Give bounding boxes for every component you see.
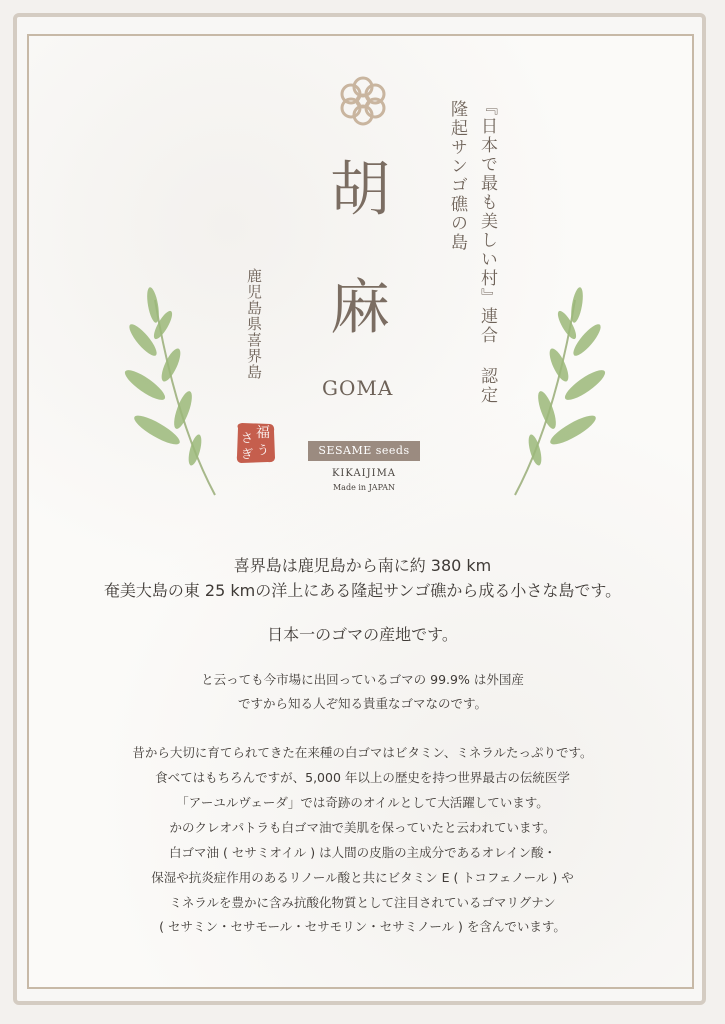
origin-label: KIKAIJIMA bbox=[331, 468, 397, 479]
fuku-usagi-seal bbox=[232, 420, 278, 466]
detail-line-2: 食べてはもちろんですが、5,000 年以上の歴史を持つ世界最古の伝統医学 bbox=[155, 770, 570, 785]
note-line-2: ですから知る人ぞ知る貴重なゴマなのです。 bbox=[237, 696, 487, 711]
made-in-label: Made in JAPAN bbox=[332, 483, 396, 492]
title-kanji-1: 胡 bbox=[330, 155, 390, 225]
island-vertical-text: 隆起サンゴ礁の島 bbox=[447, 100, 467, 252]
detail-line-7: ミネラルを豊かに含み抗酸化物質として注目されているゴマリグナン bbox=[169, 895, 556, 910]
detail-line-1: 昔から大切に育てられてきた在来種の白ゴマはビタミン、ミネラルたっぷりです。 bbox=[132, 745, 593, 760]
detail-line-8: ( セサミン・セサモール・セサモリン・セサミノール ) を含んでいます。 bbox=[159, 919, 566, 934]
svg-text:ぎ: ぎ bbox=[240, 447, 254, 461]
detail-line-3: 「アーユルヴェーダ」では奇跡のオイルとして大活躍しています。 bbox=[176, 795, 549, 810]
detail-line-4: かのクレオパトラも白ゴマ油で美肌を保っていたと云われています。 bbox=[169, 820, 556, 835]
title-kanji-2: 麻 bbox=[330, 273, 390, 343]
intro-line-1: 喜界島は鹿児島から南に約 380 km bbox=[233, 556, 492, 575]
intro-line-2: 奄美大島の東 25 kmの洋上にある隆起サンゴ礁から成る小さな島です。 bbox=[103, 581, 622, 600]
detail-line-6: 保湿や抗炎症作用のあるリノール酸と共にビタミン E ( トコフェノール ) や bbox=[151, 870, 574, 885]
svg-text:さ: さ bbox=[240, 431, 254, 445]
location-vertical-text: 鹿児島県喜界島 bbox=[245, 268, 263, 380]
flower-ornament-icon bbox=[335, 73, 391, 129]
sesame-seeds-badge: SESAME seeds bbox=[308, 441, 420, 461]
right-leaf-branch-icon bbox=[505, 280, 615, 500]
svg-text:福: 福 bbox=[256, 425, 270, 441]
left-leaf-branch-icon bbox=[115, 280, 225, 500]
svg-text:う: う bbox=[256, 443, 270, 457]
certification-vertical-text: 『日本で最も美しい村』連合 認定 bbox=[477, 98, 497, 405]
seal-stamp-icon bbox=[232, 420, 278, 466]
title-romaji: GOMA bbox=[322, 376, 394, 400]
detail-line-5: 白ゴマ油 ( セサミオイル ) は人間の皮脂の主成分であるオレイン酸・ bbox=[169, 845, 556, 860]
note-line-1: と云っても今市場に出回っているゴマの 99.9% は外国産 bbox=[201, 672, 524, 687]
intro-line-3: 日本一のゴマの産地です。 bbox=[267, 625, 458, 644]
